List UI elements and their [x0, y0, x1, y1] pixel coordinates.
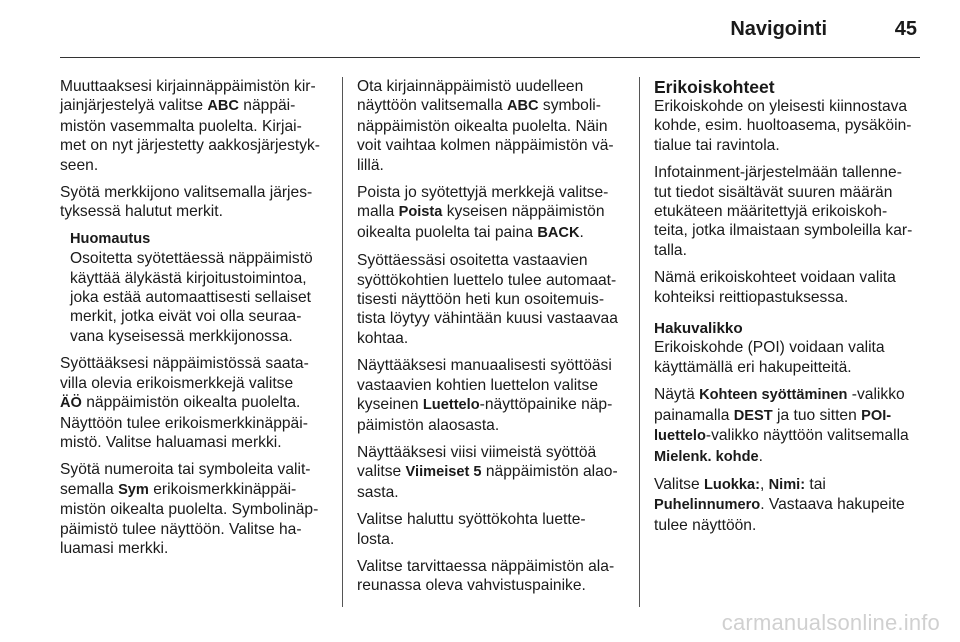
- paragraph: Näytä Kohteen syöttäminen -valikko painamalla DEST ja tuo sitten POI- luettelo-valikko näyttöön valitsemalla Mielenk. kohde.: [654, 386, 909, 465]
- paragraph: Infotainment-järjestelmään tallenne- tut tiedot sisältävät suuren määrän etukäteen määritettyjä erikoiskoh- teita, jotka ilmaistaan symboleilla kar- talla.: [654, 164, 913, 259]
- paragraph: Valitse tarvittaessa näppäimistön ala- reunassa oleva vahvistuspainike.: [357, 557, 615, 595]
- paragraph: Valitse Luokka:, Nimi: tai Puhelinnumero. Vastaava hakupeite tulee näyttöön.: [654, 475, 905, 534]
- paragraph: Erikoiskohde (POI) voidaan valita käyttämällä eri hakupeitteitä.: [654, 339, 885, 376]
- paragraph: Muuttaaksesi kirjainnäppäimistön kir- jainjärjestelyä valitse ABC näppäi- mistön vasemmalta puolelta. Kirjai- met on nyt järjestetty aakkosjärjestyk- seen.: [60, 78, 320, 174]
- paragraph: Syötä merkkijono valitsemalla järjes- tyksessä halutut merkit.: [60, 184, 313, 221]
- note-box: Huomautus Osoitetta syötettäessä näppäimistö käyttää älykästä kirjoitustoimintoa, joka estää automaattisesti sellaiset merkit, jotka eivät voi olla seuraa- vana kyseisessä merkkijonossa.: [70, 230, 332, 346]
- paragraph: Poista jo syötettyjä merkkejä valitse- malla Poista kyseisen näppäimistön oikealta puolelta tai paina BACK.: [357, 184, 609, 241]
- column-divider: [639, 77, 640, 607]
- section-heading: Erikoiskohteet: [654, 77, 775, 97]
- paragraph: Näyttääksesi viisi viimeistä syöttöä valitse Viimeiset 5 näppäimistön alao- sasta.: [357, 443, 618, 501]
- paragraph: Erikoiskohde on yleisesti kiinnostava kohde, esim. huoltoasema, pysäköin- tialue tai ravintola.: [654, 98, 912, 154]
- page-header: [60, 18, 920, 54]
- paragraph: Ota kirjainnäppäimistö uudelleen näyttöön valitsemalla ABC symboli- näppäimistön oikealta puolelta. Näin voit vaihtaa kolmen näppäimistön vä- lillä.: [357, 78, 614, 174]
- text-column-3: [654, 77, 926, 543]
- section-title: Navigointi: [730, 18, 827, 40]
- text-column-1: [60, 77, 332, 566]
- watermark: carmanualsonline.info: [721, 610, 940, 635]
- note-title: Huomautus: [70, 230, 151, 247]
- paragraph: Syötä numeroita tai symboleita valit- semalla Sym erikoismerkkinäppäi- mistön oikealta puolelta. Symbolinäp- päimistö tulee näyttöön. Valitse ha- luamasi merkki.: [60, 461, 319, 557]
- page-number: 45: [894, 18, 917, 40]
- paragraph: Nämä erikoiskohteet voidaan valita kohteiksi reittiopastuksessa.: [654, 269, 896, 306]
- subsection-heading: Hakuvalikko: [654, 320, 743, 338]
- header-rule: [60, 57, 920, 58]
- paragraph: Syöttääksesi näppäimistössä saata- villa olevia erikoismerkkejä valitse ÄÖ näppäimistön oikealta puolelta. Näyttöön tulee erikoismerkkinäppäi- mistö. Valitse haluamasi merkki.: [60, 355, 309, 451]
- paragraph: Valitse haluttu syöttökohta luette- losta.: [357, 511, 586, 548]
- column-divider: [342, 77, 343, 607]
- paragraph: Näyttääksesi manuaalisesti syöttöäsi vastaavien kohtien luettelon valitse kyseinen Luettelo-näyttöpainike näp- päimistön alaosasta.: [357, 357, 613, 434]
- text-column-2: [357, 77, 629, 604]
- paragraph: Syöttäessäsi osoitetta vastaavien syöttökohtien luettelo tulee automaat- tisesti näyttöön heti kun osoitemuis- tista löytyy vähintään kuusi vastaavaa kohtaa.: [357, 252, 618, 347]
